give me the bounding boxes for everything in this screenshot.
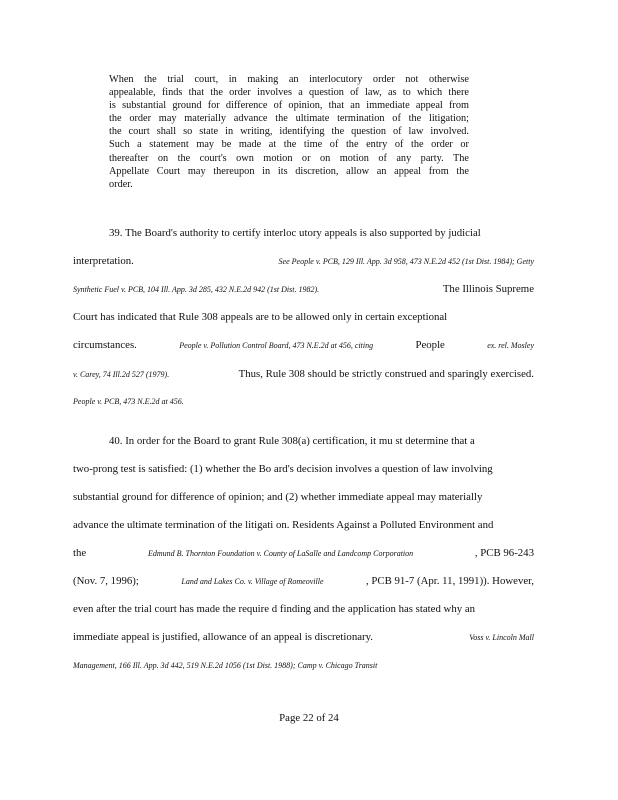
case-citation: Voss v. Lincoln Mall — [469, 633, 534, 642]
paragraph-40-line — [73, 629, 534, 645]
block-quote — [109, 73, 469, 191]
paragraph-39-line — [73, 366, 534, 382]
paragraph-39-line — [73, 337, 534, 353]
page-number: Page 22 of 24 — [279, 712, 339, 724]
paragraph-text: 40. In order for the Board to grant Rule 308(a) certification, it mu st determine that a — [109, 435, 475, 447]
case-citation: See People v. PCB, 129 Ill. App. 3d 958, 473 N.E.2d 452 (1st Dist. 1984); Getty — [278, 257, 534, 266]
case-citation: People v. Pollution Control Board, 473 N.E.2d at 456, citing — [179, 341, 374, 350]
paragraph-text: , PCB 96-243 — [474, 547, 534, 559]
quote-line: Such a statement may be made at the time of the entry of the order or — [109, 139, 469, 151]
paragraph-text: substantial ground for difference of opinion; and (2) whether immediate appeal may materially — [73, 491, 483, 503]
paragraph-40-line — [73, 517, 534, 533]
paragraph-text: the — [73, 547, 87, 559]
quote-line: is substantial ground for difference of opinion, that an immediate appeal from — [109, 100, 469, 112]
paragraph-40-line — [73, 545, 534, 561]
paragraph-text: immediate appeal is justified, allowance of an appeal is discretionary. — [73, 631, 374, 643]
case-citation: ex. rel. Mosley — [487, 341, 534, 350]
paragraph-40-line — [73, 573, 534, 589]
paragraph-40-line — [109, 433, 534, 449]
quote-line: the court shall so state in writing, identifying the question of law involved. — [109, 126, 469, 138]
paragraph-text: circumstances. — [73, 339, 137, 351]
paragraph-text: two-prong test is satisfied: (1) whether the Bo ard's decision involves a question of law involving — [73, 463, 493, 475]
case-citation: Edmund B. Thornton Foundation v. County of LaSalle and Landcomp Corporation — [147, 549, 414, 558]
paragraph-text: 39. The Board's authority to certify interloc utory appeals is also supported by judicial — [109, 227, 481, 239]
paragraph-text: The Illinois Supreme — [442, 283, 534, 295]
paragraph-text: even after the trial court has made the require d finding and the application has stated why an — [73, 603, 476, 615]
case-citation: v. Carey, 74 Ill.2d 527 (1979). — [73, 370, 170, 379]
paragraph-40-line — [73, 601, 534, 617]
case-citation: Synthetic Fuel v. PCB, 104 Ill. App. 3d 285, 432 N.E.2d 942 (1st Dist. 1982). — [73, 285, 320, 294]
quote-line: Appellate Court may thereupon in its discretion, allow an appeal from the — [109, 165, 469, 177]
case-citation: Management, 166 Ill. App. 3d 442, 519 N.E.2d 1056 (1st Dist. 1988); Camp v. Chicago Transit — [73, 661, 378, 670]
paragraph-text: , PCB 91-7 (Apr. 11, 1991)). However, — [366, 575, 534, 587]
paragraph-text: Thus, Rule 308 should be strictly construed and sparingly exercised. — [238, 368, 534, 380]
paragraph-40-line — [73, 658, 534, 674]
quote-line: When the trial court, in making an interlocutory order not otherwise — [109, 74, 469, 85]
quote-line: order. — [109, 178, 133, 190]
paragraph-40-line — [73, 461, 534, 477]
paragraph-text: People — [415, 339, 445, 351]
paragraph-39-line — [73, 281, 534, 297]
paragraph-39-line — [73, 253, 534, 269]
case-citation: People v. PCB, 473 N.E.2d at 456. — [73, 397, 184, 406]
quote-line: appealable, finds that the order involves a question of law, as to which there — [109, 87, 469, 99]
paragraph-text: Court has indicated that Rule 308 appeals are to be allowed only in certain exceptional — [73, 311, 448, 323]
quote-line: the order may materially advance the ultimate termination of the litigation; — [109, 113, 469, 125]
quote-line: thereafter on the court's own motion or on motion of any party. The — [109, 152, 469, 164]
paragraph-39-line — [73, 309, 534, 325]
paragraph-text: advance the ultimate termination of the litigati on. Residents Against a Polluted Environment and — [73, 519, 494, 531]
paragraph-39-line — [73, 394, 534, 410]
paragraph-text: interpretation. — [73, 255, 134, 267]
paragraph-40-line — [73, 489, 534, 505]
paragraph-39-line — [109, 225, 534, 241]
case-citation: Land and Lakes Co. v. Village of Romeoville — [181, 577, 324, 586]
paragraph-text: (Nov. 7, 1996); — [73, 575, 139, 587]
